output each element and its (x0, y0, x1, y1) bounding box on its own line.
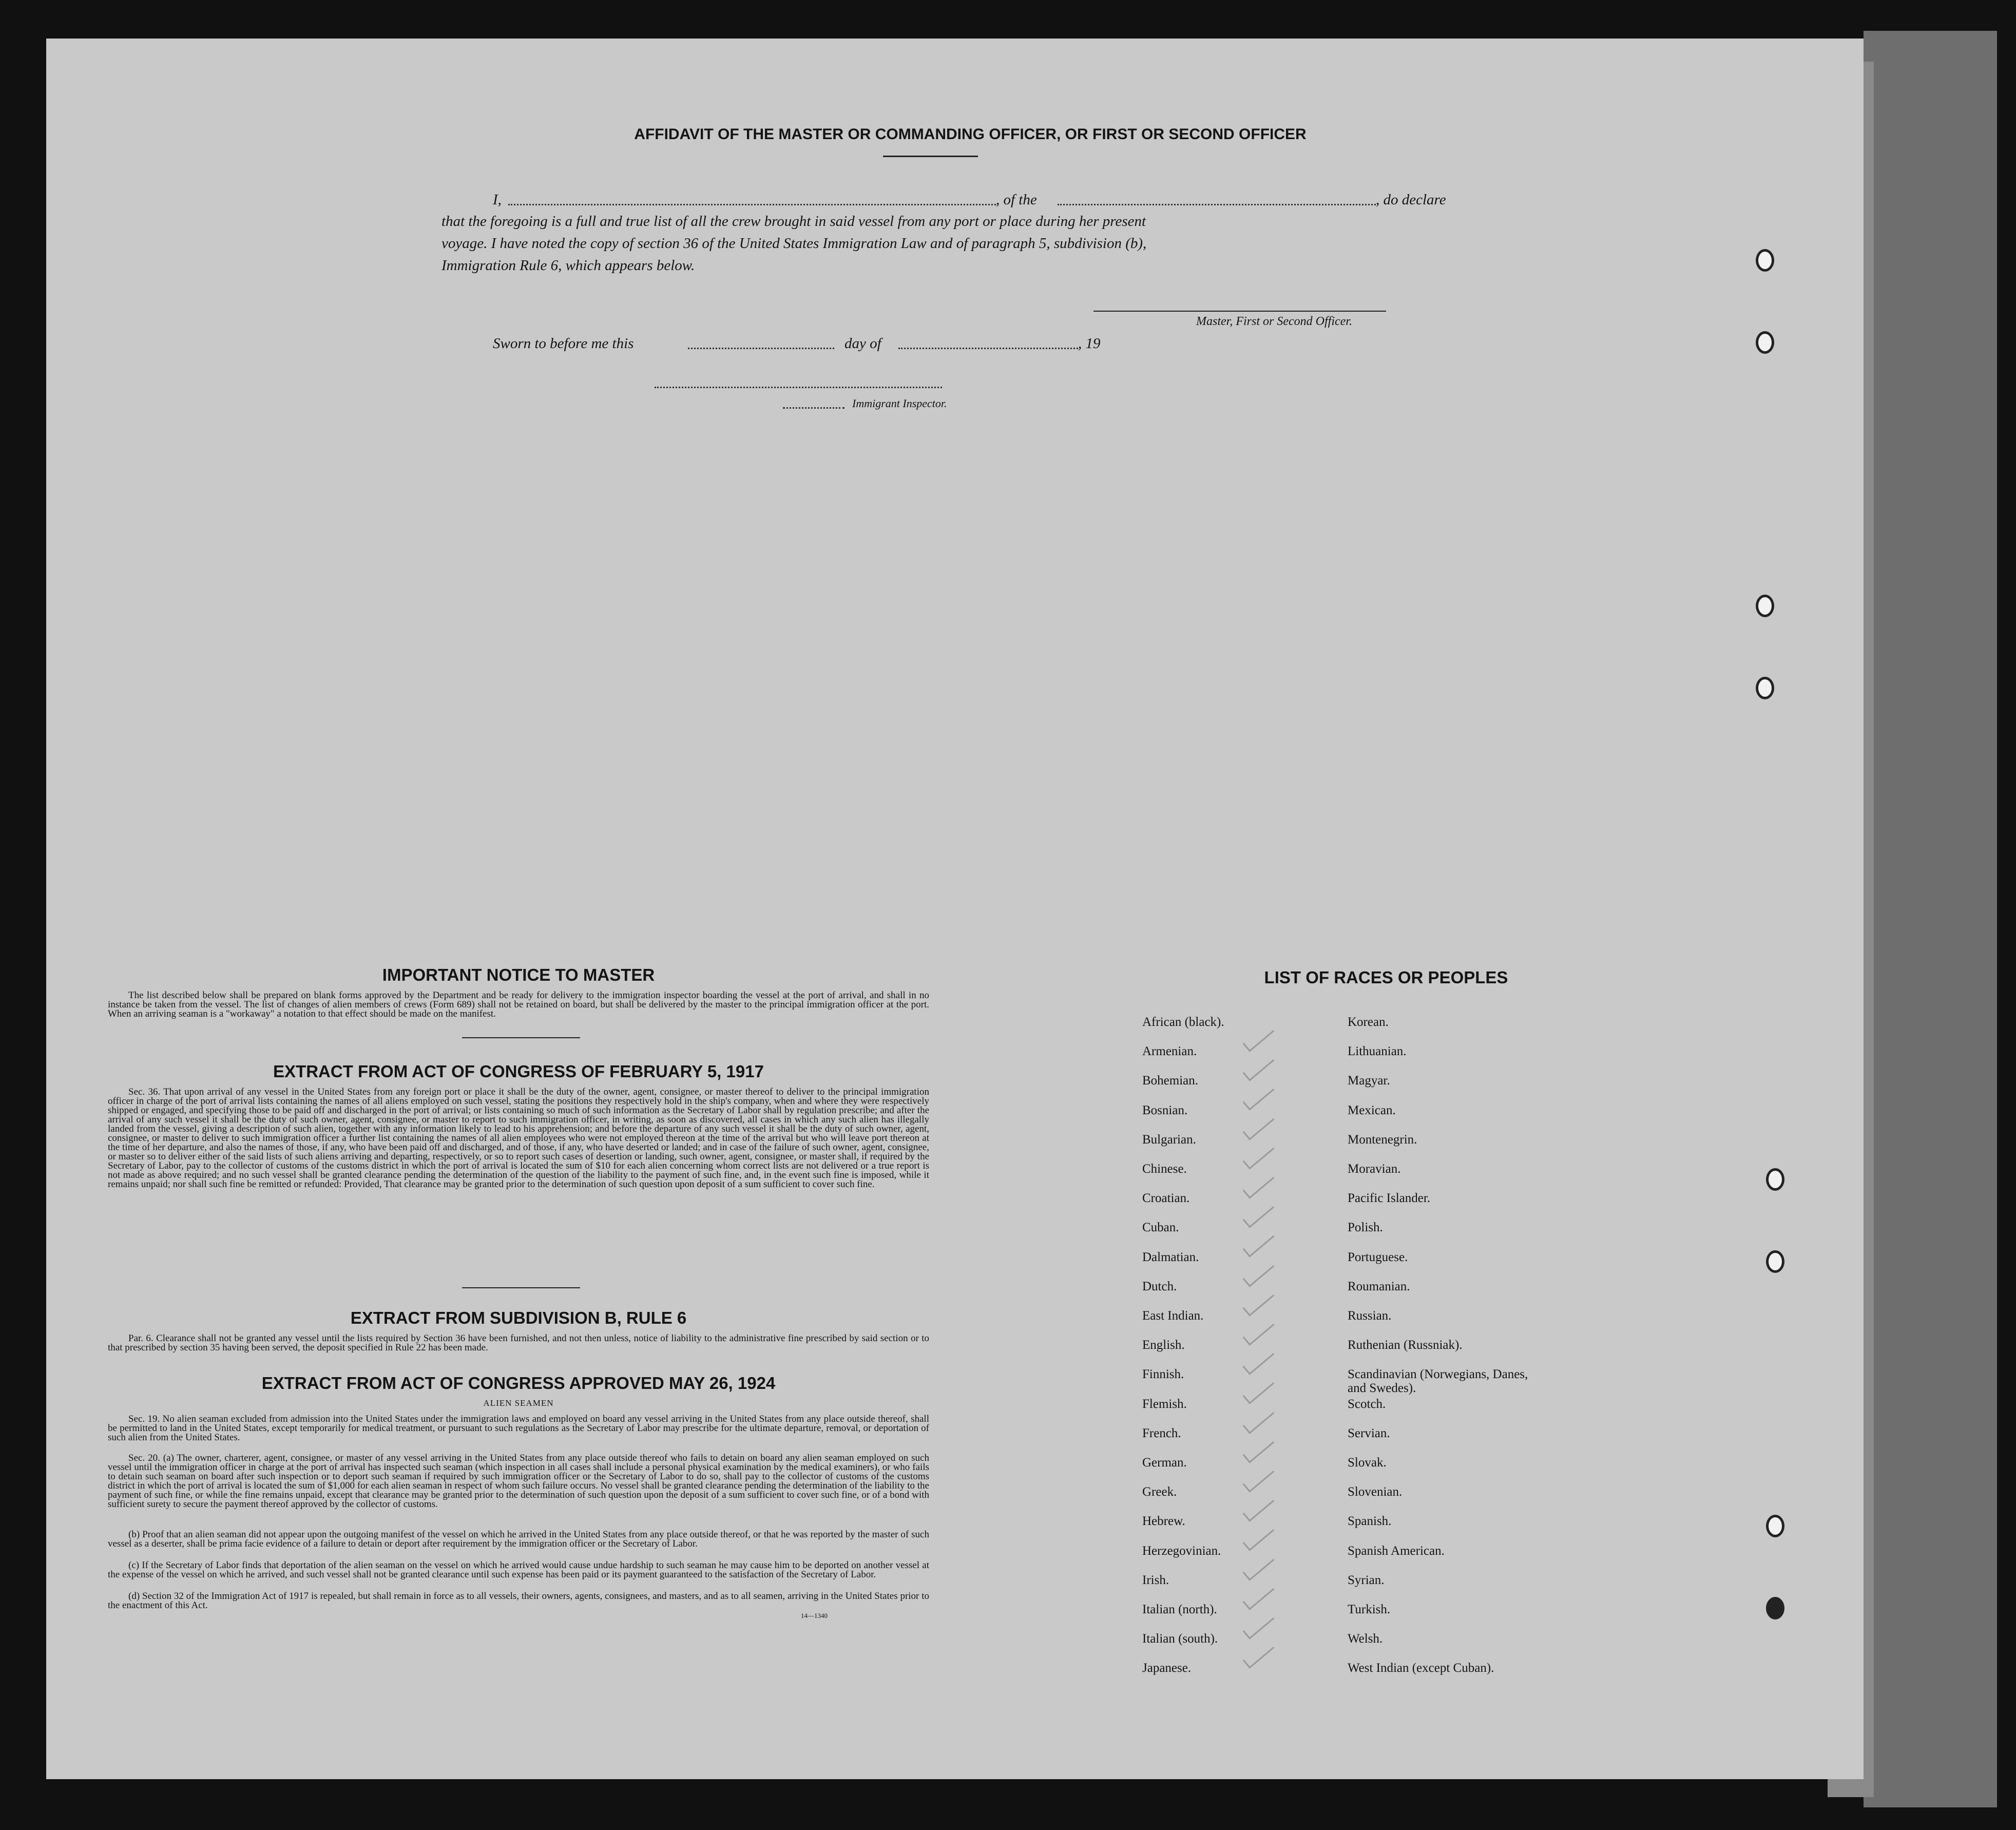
races-title: LIST OF RACES OR PEOPLES (1264, 968, 1508, 987)
race-item: Russian. (1348, 1309, 1392, 1323)
race-item: Roumanian. (1348, 1279, 1410, 1293)
divider (462, 1287, 580, 1288)
affidavit-line-2: voyage. I have noted the copy of section 36 of the United States Immigration Law and of paragraph 5, subdivision (b), (441, 235, 1147, 252)
affidavit-i: I, (493, 192, 502, 208)
race-item: Montenegrin. (1348, 1132, 1417, 1147)
binder-hole (1756, 249, 1774, 272)
race-item: Dutch. (1142, 1279, 1177, 1293)
binder-hole (1756, 595, 1774, 617)
binder-hole (1756, 677, 1774, 699)
race-item: Hebrew. (1142, 1514, 1185, 1529)
notice-text: The list described below shall be prepared on blank forms approved by the Department and be ready for delivery to the immigration inspector boarding the vessel at the port of arrival, and shall in no instance be taken from the vessel. The list of changes of alien members of crews (Form 689) shall not be retained on board, but shall be delivered by the master to the principal immigration officer at the port. When an arriving seaman is a "workaway" a notation to that effect should be made on the manifest. (108, 990, 929, 1019)
sworn-label: Sworn to before me this (493, 335, 634, 352)
extract-1917-text: Sec. 36. That upon arrival of any vessel in the United States from any foreign port or place it shall be the duty of the owner, agent, consignee, or master thereof to deliver to the principal immigration officer in charge of the port of arrival lists containing the names of all aliens employed on such vessel, stating the positions they respectively hold in the ship's company, when and where they were respectively shipped or engaged, and specifying those to be paid off and discharged in the port of arrival; or lists containing so much of such information as the Secretary of Labor shall by regulation prescribe; and after the arrival of any such vessel it shall be the duty of such owner, agent, consignee, or master to report to such immigration officer, in writing, as soon as discovered, all cases in which any such alien has illegally landed from the vessel, giving a description of such alien, together with any information likely to lead to his apprehension; and before the departure of any such vessel it shall be the duty of such owner, agent, consignee, or master to deliver to such immigration officer a further list containing the names of all alien employees who were not employed thereon at the time of the arrival but who will leave port thereon at the time of her departure, and also the names of those, if any, who have been paid off and discharged, and of those, if any, who have deserted or landed; and in case of the failure of such owner, agent, consignee, or master so to deliver either of the said lists of such aliens arriving and departing, respectively, or so to report such cases of desertion or landing, such owner, agent, consignee, or master shall, if required by the Secretary of Labor, pay to the collector of customs of the customs district in which the port of arrival is located the sum of $10 for each alien concerning whom correct lists are not delivered or a true report is not made as above required; and no such vessel shall be granted clearance pending the determination of the question of the liability to the payment of such fine, and, in the event such fine is imposed, while it remains unpaid; nor shall such fine be remitted or refunded: Provided, That clearance may be granted prior to the determination of such question upon deposit of a sum sufficient to cover such fine. (108, 1086, 929, 1190)
extract-1924-title: EXTRACT FROM ACT OF CONGRESS APPROVED MAY 26, 1924 (261, 1374, 776, 1393)
race-item: Scotch. (1348, 1397, 1386, 1411)
inspector-prefix-line (783, 407, 844, 409)
race-item: Scandinavian (Norwegians, Danes, and Swedes). (1348, 1367, 1528, 1396)
notice-title: IMPORTANT NOTICE TO MASTER (382, 965, 655, 984)
extract-1924-sec20a: Sec. 20. (a) The owner, charterer, agent, consignee, or master of any vessel arriving in the United States from any place outside thereof who fails to detain on board any alien seaman employed on such vessel until the immigration officer in charge at the port of arrival has inspected such seaman (which inspection in all cases shall include a personal physical examination by the medical examiners), or who fails to detain such seaman on board after such inspection or to deport such seaman if required by such immigration officer or the Secretary of Labor to do so, shall pay to the collector of customs of the customs district in which the port of arrival is located the sum of $1,000 for each alien seaman in respect of whom such failure occurs. No vessel shall be granted clearance pending the determination of the liability to the payment of such fine, or while the fine remains unpaid, except that clearance may be granted prior to the determination of such question upon the deposit of a sum sufficient to cover such fine, or of a bond with sufficient surety to secure the payment thereof approved by the collector of customs. (108, 1453, 929, 1510)
affidavit-line-1: that the foregoing is a full and true list of all the crew brought in said vessel from any port or place during her present (441, 213, 1146, 230)
race-item: English. (1142, 1338, 1185, 1352)
race-item: Spanish. (1348, 1514, 1392, 1529)
binder-hole (1766, 1250, 1784, 1273)
race-item: African (black). (1142, 1015, 1224, 1029)
binder-hole (1756, 331, 1774, 354)
divider (462, 1037, 580, 1038)
race-item: Bohemian. (1142, 1074, 1199, 1088)
title-rule (883, 156, 978, 157)
race-item: Spanish American. (1348, 1543, 1445, 1558)
affidavit-line-3: Immigration Rule 6, which appears below. (441, 257, 695, 274)
race-item: West Indian (except Cuban). (1348, 1661, 1494, 1675)
binder-hole (1766, 1168, 1784, 1191)
race-item: Turkish. (1348, 1603, 1391, 1616)
extract-1924-subtitle: ALIEN SEAMEN (483, 1398, 554, 1408)
affidavit-do-declare: , do declare (1376, 192, 1446, 208)
race-item: Japanese. (1142, 1661, 1192, 1675)
race-item: Magyar. (1348, 1074, 1390, 1088)
race-item: Italian (south). (1142, 1632, 1218, 1646)
race-item: Chinese. (1142, 1162, 1187, 1176)
race-item: Welsh. (1348, 1632, 1383, 1646)
race-item: Bosnian. (1142, 1103, 1188, 1117)
sworn-day-blank[interactable] (688, 348, 834, 349)
race-item: Korean. (1348, 1015, 1389, 1029)
extract-1924-sec20c: (c) If the Secretary of Labor finds that deportation of the alien seaman on the vessel on which he arrived would cause undue hardship to such seaman he may cause him to be deported on another vessel at the expense of the vessel on which he arrived, and such vessel shall not be granted clearance until such expense has been paid or its payment guaranteed to the satisfaction of the Secretary of Labor. (108, 1560, 929, 1580)
race-item: Moravian. (1348, 1162, 1401, 1176)
binder-hole (1766, 1515, 1784, 1537)
race-item: Irish. (1142, 1573, 1169, 1587)
race-item: Pacific Islander. (1348, 1191, 1431, 1206)
race-item: Greek. (1142, 1485, 1177, 1499)
binder-hole (1766, 1597, 1784, 1619)
race-item: Syrian. (1348, 1573, 1385, 1587)
extract-1924-sec19: Sec. 19. No alien seaman excluded from admission into the United States under the immigration laws and employed on board any vessel arriving in the United States from any place outside thereof, shall be permitted to land in the United States, except temporarily for medical treatment, or pursuant to such regulations as the Secretary of Labor may prescribe for the ultimate departure, removal, or deportation of such alien from the United States. (108, 1414, 929, 1443)
race-item: Portuguese. (1348, 1250, 1408, 1264)
extract-1917-title: EXTRACT FROM ACT OF CONGRESS OF FEBRUARY 5, 1917 (273, 1062, 764, 1081)
rule6-title: EXTRACT FROM SUBDIVISION B, RULE 6 (350, 1308, 687, 1327)
affidavit-of-the: , of the (996, 192, 1037, 208)
vessel-blank[interactable] (1058, 204, 1376, 205)
year-label: , 19 (1078, 335, 1101, 352)
race-item: French. (1142, 1426, 1181, 1440)
page-shadow (1864, 31, 1997, 1807)
race-item: East Indian. (1142, 1309, 1204, 1323)
day-of-label: day of (844, 335, 881, 352)
race-item: Mexican. (1348, 1103, 1396, 1117)
race-item: Cuban. (1142, 1221, 1179, 1235)
inspector-label: Immigrant Inspector. (852, 397, 947, 410)
race-item: Italian (north). (1142, 1603, 1217, 1616)
document-page (46, 39, 1864, 1779)
rule6-text: Par. 6. Clearance shall not be granted any vessel until the lists required by Section 36 have been furnished, and not then unless, notice of liability to the administrative fine prescribed by said section or to that prescribed by section 35 having been served, the deposit specified in Rule 22 has been made. (108, 1333, 929, 1353)
race-item: Polish. (1348, 1221, 1383, 1235)
race-item: Servian. (1348, 1426, 1390, 1440)
form-number: 14—1340 (801, 1612, 828, 1619)
race-item: Slovak. (1348, 1456, 1387, 1470)
sworn-month-blank[interactable] (898, 348, 1078, 349)
race-item: Finnish. (1142, 1367, 1184, 1382)
race-item: Dalmatian. (1142, 1250, 1199, 1264)
name-blank[interactable] (508, 204, 996, 205)
master-signature-label: Master, First or Second Officer. (1196, 315, 1352, 328)
race-item: German. (1142, 1456, 1187, 1470)
race-item: Armenian. (1142, 1044, 1197, 1059)
race-item: Lithuanian. (1348, 1044, 1407, 1059)
inspector-signature-line[interactable] (655, 387, 942, 388)
race-item: Slovenian. (1348, 1485, 1403, 1499)
race-item: Croatian. (1142, 1191, 1190, 1206)
extract-1924-sec20d: (d) Section 32 of the Immigration Act of 1917 is repealed, but shall remain in force as to all vessels, their owners, agents, consignees, and masters, and as to all seamen, arriving in the United States prior to the enactment of this Act. (108, 1591, 929, 1611)
master-signature-line[interactable] (1093, 311, 1386, 312)
race-item: Ruthenian (Russniak). (1348, 1338, 1463, 1352)
race-item: Bulgarian. (1142, 1132, 1196, 1147)
race-item: Herzegovinian. (1142, 1543, 1221, 1558)
race-item: Flemish. (1142, 1397, 1187, 1411)
extract-1924-sec20b: (b) Proof that an alien seaman did not appear upon the outgoing manifest of the vessel on which he arrived in the United States from any place outside thereof, or that he was reported by the master of such vessel as a deserter, shall be prima facie evidence of a failure to detain or deport after requirement by the immigration officer or the Secretary of Labor. (108, 1529, 929, 1549)
affidavit-title: AFFIDAVIT OF THE MASTER OR COMMANDING OFFICER, OR FIRST OR SECOND OFFICER (634, 126, 1307, 143)
